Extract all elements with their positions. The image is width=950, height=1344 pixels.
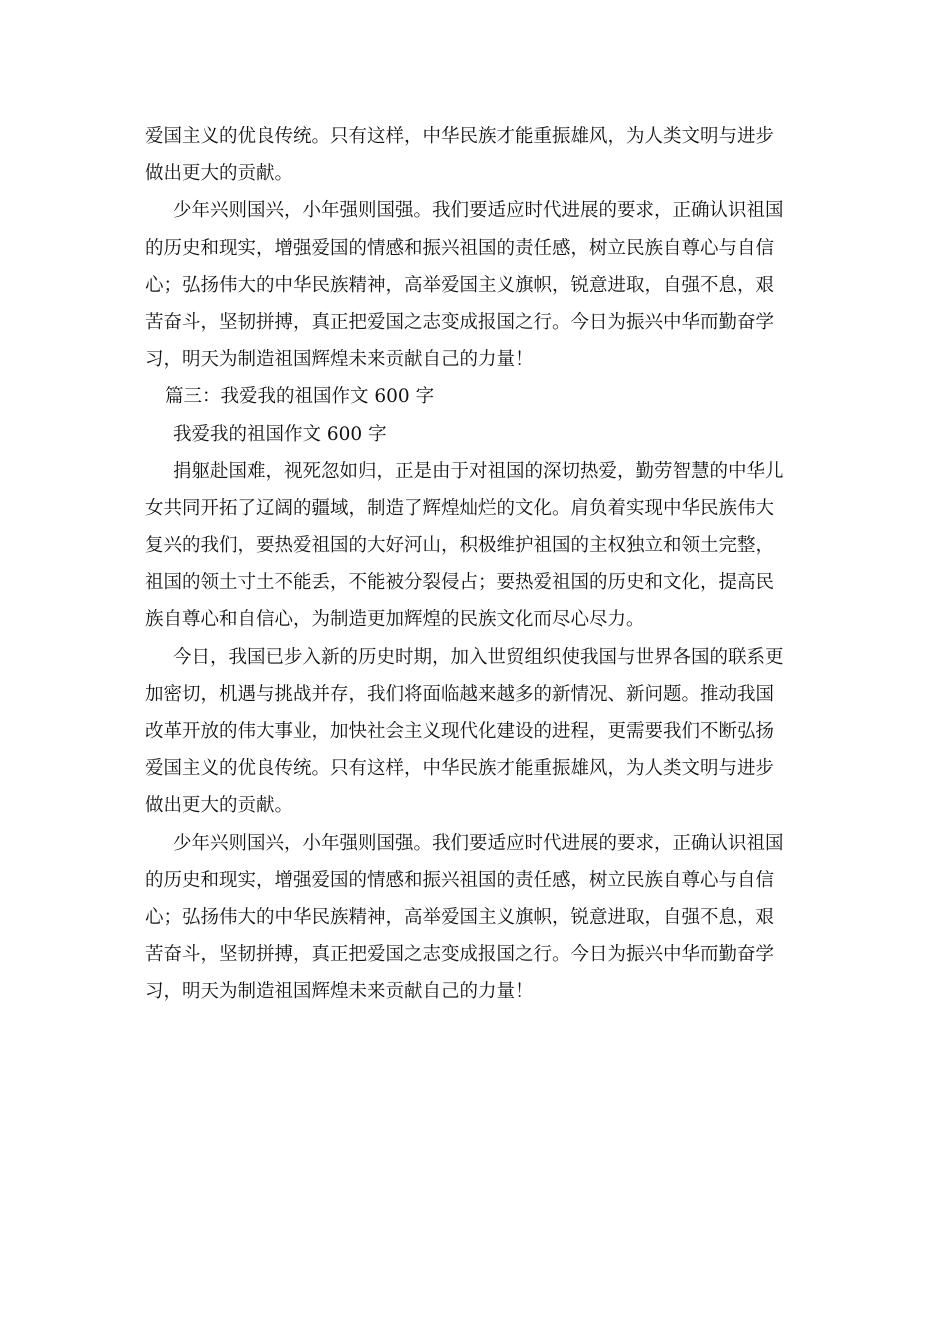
text-line: 今日，我国已步入新的历史时期，加入世贸组织使我国与世界各国的联系更 — [173, 646, 784, 668]
text-line: 加密切，机遇与挑战并存，我们将面临越来越多的新情况、新问题。推动我国 — [145, 683, 775, 705]
text-line: 族自尊心和自信心，为制造更加辉煌的民族文化而尽心尽力。 — [145, 609, 645, 631]
text-line: 复兴的我们，要热爱祖国的大好河山，积极维护祖国的主权独立和领土完整， — [145, 535, 775, 557]
text-line: 习，明天为制造祖国辉煌未来贡献自己的力量！ — [145, 981, 534, 1003]
text-line: 爱国主义的优良传统。只有这样，中华民族才能重振雄风，为人类文明与进步 — [145, 758, 775, 780]
section-heading: 篇三：我爱我的祖国作文 600 字 — [165, 386, 435, 408]
text-line: 心；弘扬伟大的中华民族精神，高举爱国主义旗帜，锐意进取，自强不息，艰 — [145, 906, 775, 928]
text-line: 做出更大的贡献。 — [145, 795, 294, 817]
document-body — [145, 118, 807, 1011]
text-line: 的历史和现实，增强爱国的情感和振兴祖国的责任感，树立民族自尊心与自信 — [145, 237, 775, 259]
text-line: 苦奋斗，坚韧拼搏，真正把爱国之志变成报国之行。今日为振兴中华而勤奋学 — [145, 944, 775, 966]
text-line: 做出更大的贡献。 — [145, 163, 294, 185]
text-line: 习，明天为制造祖国辉煌未来贡献自己的力量！ — [145, 349, 534, 371]
text-line: 苦奋斗，坚韧拼搏，真正把爱国之志变成报国之行。今日为振兴中华而勤奋学 — [145, 311, 775, 333]
text-line: 少年兴则国兴，小年强则国强。我们要适应时代进展的要求，正确认识祖国 — [173, 832, 784, 854]
essay-title: 我爱我的祖国作文 600 字 — [173, 423, 387, 445]
text-line: 捐躯赴国难，视死忽如归，正是由于对祖国的深切热爱，勤劳智慧的中华儿 — [173, 460, 784, 482]
text-line: 祖国的领土寸土不能丢，不能被分裂侵占；要热爱祖国的历史和文化，提高民 — [145, 572, 775, 594]
text-line: 女共同开拓了辽阔的疆域，制造了辉煌灿烂的文化。肩负着实现中华民族伟大 — [145, 497, 775, 519]
text-line: 的历史和现实，增强爱国的情感和振兴祖国的责任感，树立民族自尊心与自信 — [145, 869, 775, 891]
text-line: 少年兴则国兴，小年强则国强。我们要适应时代进展的要求，正确认识祖国 — [173, 200, 784, 222]
text-line: 改革开放的伟大事业，加快社会主义现代化建设的进程，更需要我们不断弘扬 — [145, 721, 775, 742]
text-line: 爱国主义的优良传统。只有这样，中华民族才能重振雄风，为人类文明与进步 — [145, 126, 775, 147]
text-line: 心；弘扬伟大的中华民族精神，高举爱国主义旗帜，锐意进取，自强不息，艰 — [145, 274, 775, 296]
